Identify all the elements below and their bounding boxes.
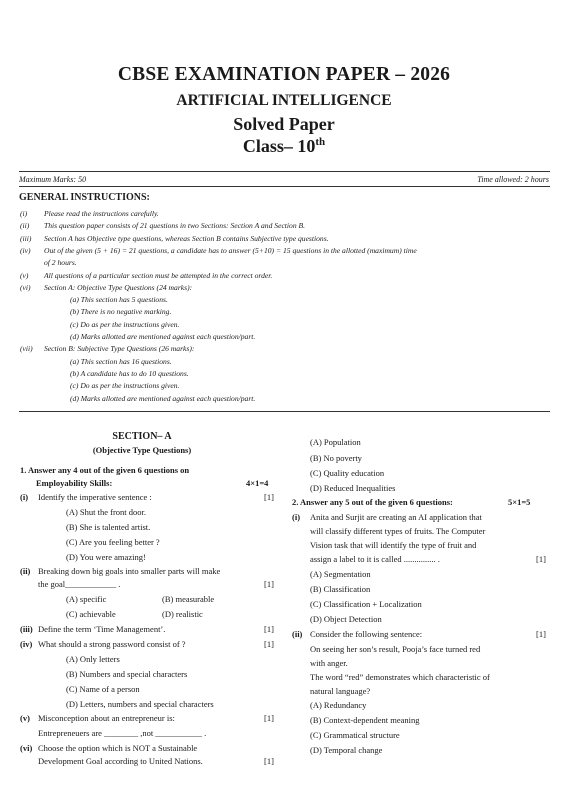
q2-ii-marks: [1] — [536, 629, 546, 639]
q2-i-marks: [1] — [536, 554, 546, 564]
q1-ii-a: (A) specific — [66, 594, 107, 604]
q1-i-c: (C) Are you feeling better ? — [66, 537, 160, 547]
q1-iv-c: (C) Name of a person — [66, 684, 140, 694]
q2-ii-c: (C) Grammatical structure — [310, 730, 400, 740]
instruction-number: (ii) — [20, 221, 30, 231]
q1-v-num: (v) — [20, 713, 30, 723]
q2-i-text: Anita and Surjit are creating an AI application that — [310, 512, 482, 522]
q1-vi-d: (D) Reduced Inequalities — [310, 483, 396, 493]
q1-iv-marks: [1] — [264, 639, 274, 649]
instruction-text: of 2 hours. — [44, 258, 77, 268]
q2-ii-text: Consider the following sentence: — [310, 629, 423, 639]
q1-i-num: (i) — [20, 492, 29, 502]
q1-i-marks: [1] — [264, 492, 274, 502]
instructions-heading: GENERAL INSTRUCTIONS: — [19, 192, 150, 203]
q2-i-text3: Vision task that will identify the type of fruit and — [310, 540, 477, 550]
q1-iii-num: (iii) — [20, 624, 33, 634]
instruction-number: (iii) — [20, 233, 32, 243]
q1-v-text: Misconception about an entrepreneur is: — [38, 713, 175, 723]
instruction-number: (i) — [20, 209, 28, 218]
q2-ii-text2: On seeing her son’s result, Pooja’s face turned red — [310, 644, 481, 654]
q2-i-c: (C) Classification + Localization — [310, 599, 422, 609]
q2-i-num: (i) — [292, 512, 301, 522]
q1-ii-b: (B) measurable — [162, 594, 215, 604]
q1-iii-marks: [1] — [264, 624, 274, 634]
solved-paper-label: Solved Paper — [233, 114, 335, 134]
q2-ii-text5: natural language? — [310, 686, 371, 696]
instruction-subitem: (b) A candidate has to do 10 questions. — [70, 368, 189, 378]
q1-ii-num: (ii) — [20, 566, 31, 576]
q1-iv-text: What should a strong password consist of ? — [38, 639, 186, 649]
instruction-text: Please read the instructions carefully. — [44, 209, 159, 218]
q1-ii-d: (D) realistic — [162, 609, 203, 619]
paper-title: CBSE EXAMINATION PAPER – 2026 — [117, 64, 451, 85]
q1-ii-text2: the goal____________ . — [38, 579, 121, 589]
instruction-text: Section B: Subjective Type Questions (26 marks): — [44, 344, 195, 354]
q1-iii-text: Define the term ‘Time Management’. — [38, 624, 166, 634]
instruction-subitem: (d) Marks allotted are mentioned against each question/part. — [70, 332, 256, 341]
q1-iv-b: (B) Numbers and special characters — [66, 669, 188, 679]
subject-title: ARTIFICIAL INTELLIGENCE — [176, 92, 392, 109]
q1-vi-text2: Development Goal according to United Nations. — [38, 756, 203, 766]
q1-vi-marks: [1] — [264, 756, 274, 766]
q2-ii-num: (ii) — [292, 629, 303, 639]
q1-iv-d: (D) Letters, numbers and special characters — [66, 699, 214, 709]
q1-line1: 1. Answer any 4 out of the given 6 questions on — [20, 465, 190, 475]
q2-i-d: (D) Object Detection — [310, 614, 382, 624]
q1-vi-text: Choose the option which is NOT a Sustainable — [38, 743, 198, 753]
class-text: Class– 10 — [242, 136, 316, 156]
q1-ii-c: (C) achievable — [66, 609, 116, 619]
q1-ii-marks: [1] — [264, 579, 274, 589]
q1-i-d: (D) You were amazing! — [66, 552, 146, 562]
q2-i-text2: will classify different types of fruits. The Computer — [310, 526, 486, 536]
q2-ii-a: (A) Redundancy — [310, 700, 367, 710]
q1-vi-a: (A) Population — [310, 437, 361, 447]
q1-v-marks: [1] — [264, 713, 274, 723]
max-marks: Maximum Marks: 50 — [19, 175, 87, 184]
q2-ii-b: (B) Context-dependent meaning — [310, 715, 420, 725]
q1-iv-a: (A) Only letters — [66, 654, 120, 664]
class-sup: th — [315, 136, 326, 148]
section-a-subtitle: (Objective Type Questions) — [92, 445, 192, 455]
instruction-text: Out of the given (5 + 16) = 21 questions, a candidate has to answer (5+10) = 15 questions in the allotted (maximum) time — [44, 245, 417, 255]
q2-heading: 2. Answer any 5 out of the given 6 questions: — [292, 497, 453, 507]
instruction-number: (vi) — [20, 282, 31, 292]
q1-vi-num: (vi) — [20, 743, 33, 753]
instruction-text: All questions of a particular section must be attempted in the correct order. — [44, 270, 273, 280]
instruction-text: This question paper consists of 21 questions in two Sections: Section A and Section B. — [44, 221, 306, 231]
q2-i-text4: assign a label to it is called ............... . — [310, 554, 440, 564]
q2-ii-text3: with anger. — [310, 658, 348, 668]
instruction-text: Section A has Objective type questions, whereas Section B contains Subjective type questions. — [44, 233, 329, 243]
q1-iv-num: (iv) — [20, 639, 33, 649]
instruction-subitem: (c) Do as per the instructions given. — [70, 319, 180, 329]
instruction-subitem: (a) This section has 16 questions. — [70, 356, 172, 366]
q2-i-a: (A) Segmentation — [310, 569, 371, 579]
q2-i-b: (B) Classification — [310, 584, 371, 594]
q2-ii-d: (D) Temporal change — [310, 745, 383, 755]
q1-marks: 4×1=4 — [246, 478, 269, 488]
section-a-title: SECTION– A — [112, 431, 172, 442]
instruction-number: (vii) — [20, 344, 33, 354]
q1-i-a: (A) Shut the front door. — [66, 507, 147, 517]
instruction-subitem: (b) There is no negative marking. — [70, 307, 172, 317]
q1-line2: Employability Skills: — [36, 478, 113, 488]
q1-vi-c: (C) Quality education — [310, 468, 385, 478]
q2-ii-text4: The word “red” demonstrates which characteristic of — [310, 672, 490, 682]
q1-i-text: Identify the imperative sentence : — [38, 492, 152, 502]
instruction-text: Section A: Objective Type Questions (24 marks): — [44, 282, 193, 292]
q1-i-b: (B) She is talented artist. — [66, 522, 151, 532]
instruction-number: (iv) — [20, 245, 31, 255]
q1-vi-b: (B) No poverty — [310, 453, 362, 463]
instruction-subitem: (d) Marks allotted are mentioned against each question/part. — [70, 393, 256, 403]
q1-ii-text: Breaking down big goals into smaller parts will make — [38, 566, 221, 576]
time-allowed: Time allowed: 2 hours — [477, 175, 549, 184]
q2-marks: 5×1=5 — [508, 497, 531, 507]
instruction-subitem: (a) This section has 5 questions. — [70, 295, 168, 305]
q1-v-text2: Entrepreneuers are ________ ,not ___________ . — [38, 728, 207, 738]
instruction-subitem: (c) Do as per the instructions given. — [70, 381, 180, 391]
instruction-number: (v) — [20, 270, 29, 280]
